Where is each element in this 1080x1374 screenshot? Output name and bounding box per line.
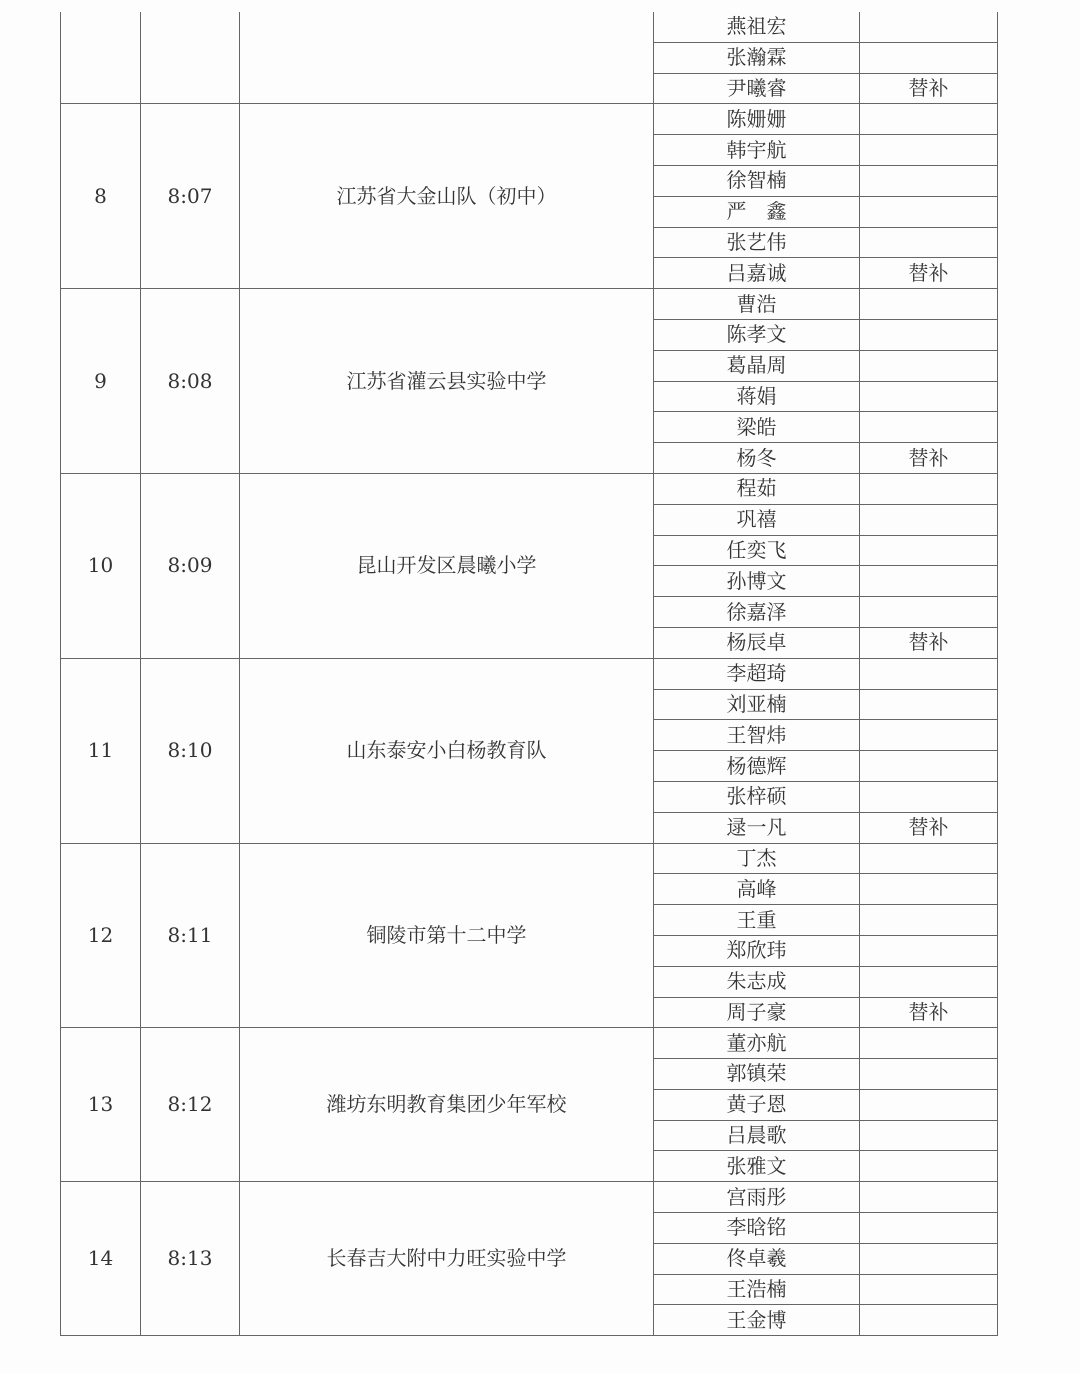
member-note-cell — [860, 350, 998, 381]
member-name-cell: 蒋娟 — [654, 381, 860, 412]
member-note-cell — [860, 689, 998, 720]
member-name-cell: 李晗铭 — [654, 1213, 860, 1244]
member-name-cell: 徐嘉泽 — [654, 597, 860, 628]
member-name-cell: 宫雨彤 — [654, 1182, 860, 1213]
member-name-cell: 董亦航 — [654, 1028, 860, 1059]
member-name-cell: 刘亚楠 — [654, 689, 860, 720]
member-name-cell: 陈孝文 — [654, 319, 860, 350]
member-note-cell: 替补 — [860, 627, 998, 658]
member-note-cell — [860, 227, 998, 258]
start-time-cell: 8:13 — [141, 1182, 240, 1336]
team-name-cell: 江苏省大金山队（初中） — [240, 104, 654, 289]
team-name-cell: 长春吉大附中力旺实验中学 — [240, 1182, 654, 1336]
member-note-cell — [860, 412, 998, 443]
member-note-cell — [860, 289, 998, 320]
member-name-cell: 张瀚霖 — [654, 42, 860, 73]
start-time-cell — [141, 12, 240, 104]
start-time-cell: 8:07 — [141, 104, 240, 289]
member-name-cell: 杨辰卓 — [654, 627, 860, 658]
member-note-cell — [860, 1151, 998, 1182]
member-note-cell — [860, 1028, 998, 1059]
member-note-cell — [860, 1213, 998, 1244]
member-note-cell — [860, 104, 998, 135]
member-note-cell — [860, 381, 998, 412]
member-name-cell: 郑欣玮 — [654, 935, 860, 966]
member-note-cell — [860, 42, 998, 73]
member-note-cell — [860, 966, 998, 997]
table-body — [61, 12, 998, 1336]
member-name-cell: 张梓硕 — [654, 781, 860, 812]
team-number-cell: 13 — [61, 1028, 141, 1182]
member-name-cell: 佟卓羲 — [654, 1243, 860, 1274]
member-note-cell — [860, 781, 998, 812]
member-note-cell — [860, 535, 998, 566]
member-name-cell: 程茹 — [654, 473, 860, 504]
member-note-cell — [860, 1274, 998, 1305]
member-name-cell: 梁皓 — [654, 412, 860, 443]
member-name-cell: 葛晶周 — [654, 350, 860, 381]
table-row — [61, 289, 998, 320]
team-number-cell: 8 — [61, 104, 141, 289]
member-name-cell: 郭镇荣 — [654, 1059, 860, 1090]
member-name-cell: 王智炜 — [654, 720, 860, 751]
member-note-cell: 替补 — [860, 258, 998, 289]
member-note-cell: 替补 — [860, 73, 998, 104]
member-name-cell: 吕晨歌 — [654, 1120, 860, 1151]
team-number-cell: 14 — [61, 1182, 141, 1336]
team-name-cell: 江苏省灌云县实验中学 — [240, 289, 654, 474]
table-row — [61, 658, 998, 689]
member-name-cell: 曹浩 — [654, 289, 860, 320]
team-number-cell: 10 — [61, 473, 141, 658]
member-name-cell: 杨冬 — [654, 443, 860, 474]
member-name-cell: 任奕飞 — [654, 535, 860, 566]
team-number-cell: 9 — [61, 289, 141, 474]
member-note-cell — [860, 1182, 998, 1213]
member-name-cell: 尹曦睿 — [654, 73, 860, 104]
member-note-cell — [860, 751, 998, 782]
member-name-cell: 孙博文 — [654, 566, 860, 597]
team-number-cell: 12 — [61, 843, 141, 1028]
member-name-cell: 黄子恩 — [654, 1089, 860, 1120]
member-note-cell — [860, 135, 998, 166]
team-name-cell — [240, 12, 654, 104]
member-note-cell: 替补 — [860, 997, 998, 1028]
member-note-cell — [860, 319, 998, 350]
start-time-cell: 8:09 — [141, 473, 240, 658]
member-name-cell: 张雅文 — [654, 1151, 860, 1182]
member-name-cell: 王重 — [654, 905, 860, 936]
start-time-cell: 8:11 — [141, 843, 240, 1028]
member-name-cell: 张艺伟 — [654, 227, 860, 258]
team-name-cell: 铜陵市第十二中学 — [240, 843, 654, 1028]
member-name-cell: 逯一凡 — [654, 812, 860, 843]
team-roster-table — [60, 12, 998, 1336]
member-note-cell — [860, 905, 998, 936]
team-name-cell: 潍坊东明教育集团少年军校 — [240, 1028, 654, 1182]
member-name-cell: 严 鑫 — [654, 196, 860, 227]
table-row — [61, 1182, 998, 1213]
member-note-cell — [860, 165, 998, 196]
table-row — [61, 104, 998, 135]
member-name-cell: 丁杰 — [654, 843, 860, 874]
member-note-cell — [860, 504, 998, 535]
member-note-cell — [860, 1120, 998, 1151]
team-number-cell — [61, 12, 141, 104]
member-name-cell: 燕祖宏 — [654, 12, 860, 42]
member-note-cell — [860, 1243, 998, 1274]
member-name-cell: 李超琦 — [654, 658, 860, 689]
member-name-cell: 吕嘉诚 — [654, 258, 860, 289]
team-name-cell: 山东泰安小白杨教育队 — [240, 658, 654, 843]
start-time-cell: 8:12 — [141, 1028, 240, 1182]
member-note-cell — [860, 720, 998, 751]
member-note-cell — [860, 935, 998, 966]
start-time-cell: 8:10 — [141, 658, 240, 843]
member-name-cell: 朱志成 — [654, 966, 860, 997]
table-row — [61, 1028, 998, 1059]
member-name-cell: 韩宇航 — [654, 135, 860, 166]
member-name-cell: 陈姗姗 — [654, 104, 860, 135]
table-row — [61, 843, 998, 874]
table-row — [61, 473, 998, 504]
member-note-cell — [860, 566, 998, 597]
member-note-cell — [860, 658, 998, 689]
member-name-cell: 杨德辉 — [654, 751, 860, 782]
roster-sheet — [60, 12, 998, 1336]
member-note-cell — [860, 874, 998, 905]
member-name-cell: 徐智楠 — [654, 165, 860, 196]
member-note-cell — [860, 1089, 998, 1120]
member-note-cell — [860, 473, 998, 504]
member-note-cell: 替补 — [860, 812, 998, 843]
member-note-cell: 替补 — [860, 443, 998, 474]
table-row — [61, 12, 998, 42]
member-note-cell — [860, 1305, 998, 1336]
member-name-cell: 周子豪 — [654, 997, 860, 1028]
member-note-cell — [860, 196, 998, 227]
member-name-cell: 巩禧 — [654, 504, 860, 535]
team-name-cell: 昆山开发区晨曦小学 — [240, 473, 654, 658]
member-note-cell — [860, 12, 998, 42]
team-number-cell: 11 — [61, 658, 141, 843]
member-note-cell — [860, 597, 998, 628]
member-name-cell: 王金博 — [654, 1305, 860, 1336]
member-name-cell: 高峰 — [654, 874, 860, 905]
member-note-cell — [860, 1059, 998, 1090]
member-note-cell — [860, 843, 998, 874]
start-time-cell: 8:08 — [141, 289, 240, 474]
member-name-cell: 王浩楠 — [654, 1274, 860, 1305]
